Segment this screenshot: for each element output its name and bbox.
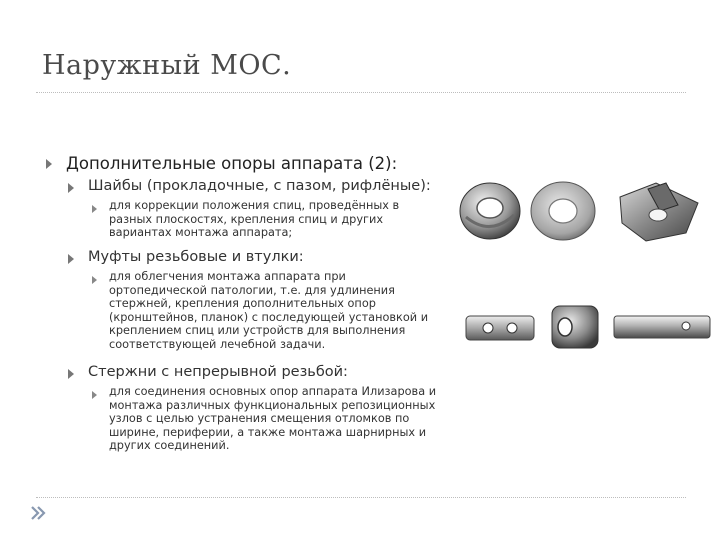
bullet-icon: [92, 391, 97, 399]
sleeve-photos: [460, 296, 712, 358]
plate-sleeve-image: [466, 316, 534, 340]
bullet-icon: [68, 254, 74, 264]
flat-washer-image: [531, 182, 595, 240]
sleeves-description: для облегчения монтажа аппарата при ортопедической патологии, т.е. для удлинения стержней, крепления дополнительных опор (кронштейнов, планок) с последующей установкой и креплением спиц или устройств для выполнения соответствующей лечебной задачи.: [109, 270, 429, 351]
slotted-washer-image: [620, 183, 698, 241]
bullet-icon: [68, 369, 74, 379]
bullet-icon: [68, 183, 74, 193]
double-chevron-right-icon[interactable]: [30, 505, 46, 521]
rods-description: для соединения основных опор аппарата Илизарова и монтажа различных функциональных репозиционных узлов с целью устранения смещения отломков по ширине, периферии, а также монтажа шарнирных и других соединений.: [109, 385, 437, 453]
slide-title: Наружный МОС.: [42, 50, 292, 81]
rods-heading: Стержни с непрерывной резьбой:: [88, 364, 348, 380]
washer-photos: [452, 175, 704, 245]
washers-description: для коррекции положения спиц, проведённых в разных плоскостях, крепления спиц и других вариантах монтажа аппарата;: [109, 199, 400, 240]
footer-divider: [36, 497, 686, 498]
title-divider: [36, 92, 686, 93]
sleeves-heading: Муфты резьбовые и втулки:: [88, 249, 304, 265]
bullet-icon: [46, 159, 52, 169]
bushing-image: [552, 306, 598, 348]
bullet-icon: [92, 205, 97, 213]
washers-heading: Шайбы (прокладочные, с пазом, рифлёные):: [88, 178, 431, 194]
bullet-icon: [92, 276, 97, 284]
grooved-washer-image: [460, 183, 520, 239]
threaded-rod-image: [614, 316, 710, 338]
main-bullet: Дополнительные опоры аппарата (2):: [66, 154, 398, 173]
